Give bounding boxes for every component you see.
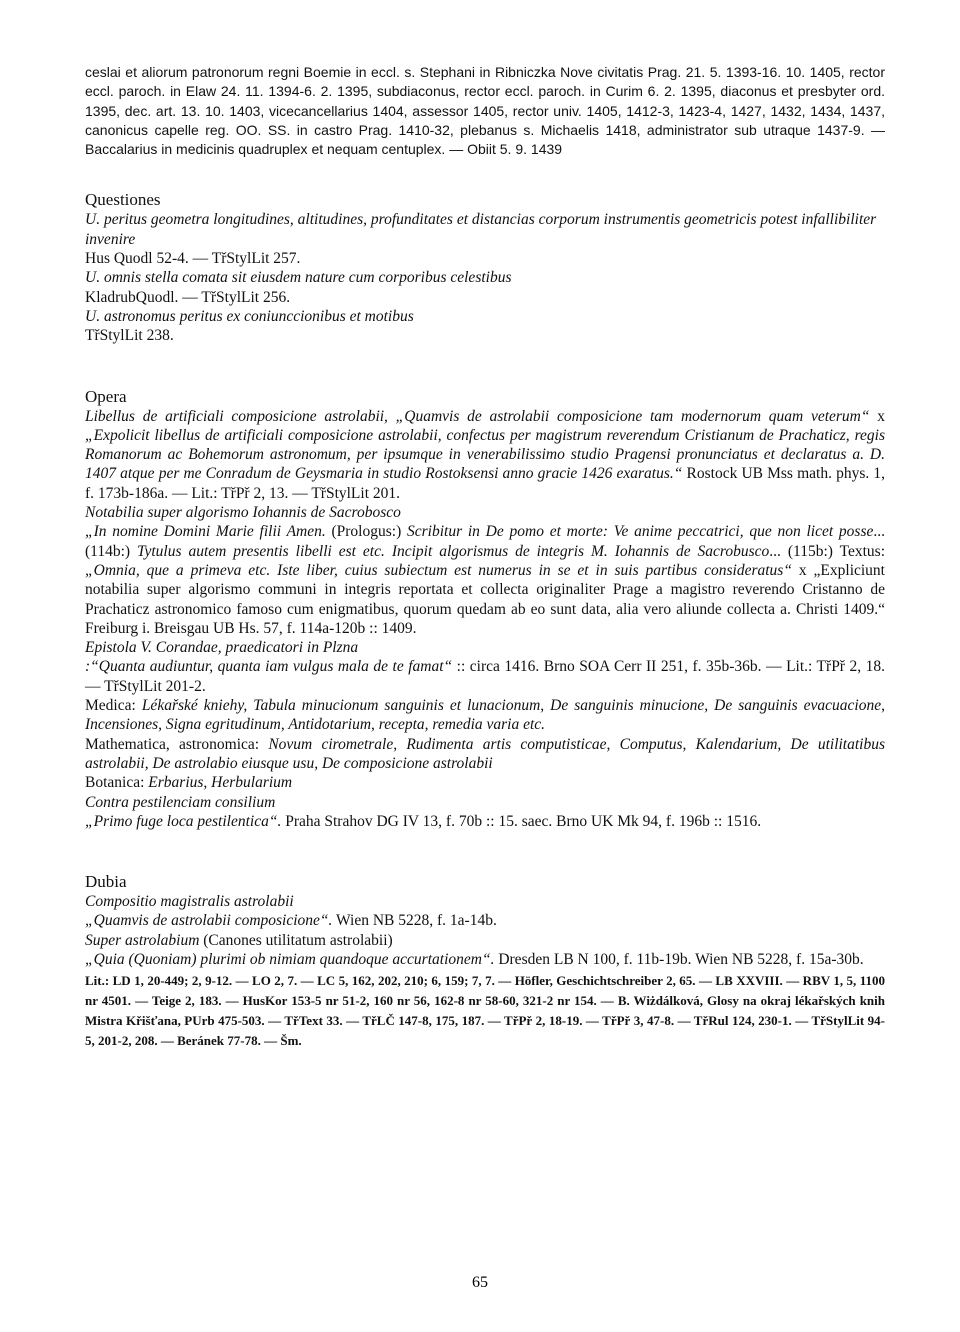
page-number: 65 (472, 1274, 488, 1291)
work-reference: Wien NB 5228, f. 1a-14b. (332, 912, 497, 930)
section-heading-dubia: Dubia (85, 872, 127, 892)
work-incipit: „Primo fuge loca pestilentica“. (85, 812, 282, 830)
question-reference: Hus Quodl 52-4. — TřStylLit 257. (85, 250, 301, 268)
work-entry-epistola (85, 657, 885, 696)
biography-paragraph: ceslai et aliorum patronorum regni Boemie in eccl. s. Stephani in Ribniczka Nove civitatis Prag. 21. 5. 1393-16. 10. 1405, rector eccl. paroch. in Elaw 24. 11. 1394-6. 2. 1395, subdiaconus, rector eccl. paroch. in Curim 6. 2. 1395, diaconus et presbyter ord. 1395, dec. art. 13. 10. 1403, vicecancellarius 1404, assessor 1405, rector univ. 1405, 1412-3, 1423-4, 1427, 1432, 1434, 1437, canonicus capelle reg. OO. SS. in castro Prag. 1410-32, plebanus s. Michaelis 1418, administrator sub utraque 1437-9. — Baccalarius in medicinis quadruplex et nequam centuplex. — Obiit 5. 9. 1439 (85, 64, 885, 158)
work-incipit: „Quamvis de astrolabii composicione“. (85, 912, 333, 930)
work-entry-contra (85, 812, 885, 831)
work-entry-libellus (85, 407, 885, 503)
page-body (85, 63, 885, 1051)
questiones-list (85, 210, 885, 345)
work-quote: Tytulus autem presentis libelli est etc. Incipit algorismus de integris M. Iohannis de Sacrobusco (137, 542, 770, 560)
work-incipit: „Quia (Quoniam) plurimi ob nimiam quandoque accurtationem“. (85, 950, 495, 968)
category-label: Medica: (85, 697, 142, 715)
section-heading-questiones: Questiones (85, 190, 161, 210)
opera-list (85, 407, 885, 832)
dubia-list (85, 892, 885, 969)
question-item (85, 268, 885, 307)
work-incipit: Libellus de artificiali composicione astrolabii, „Quamvis de astrolabii composicione tam modernorum quam veterum“ (85, 407, 870, 425)
question-reference: KladrubQuodl. — TřStylLit 256. (85, 288, 291, 306)
work-text: ... (114b:) (85, 523, 885, 560)
question-item (85, 210, 885, 268)
work-text: (Prologus:) (325, 523, 407, 541)
work-explicit: „Expolicit libellus de artificiali composicione astrolabii, confectus per magistrum reverendum Cristianum de Prachaticz, regis Romanorum ac Bohemorum astronomum, per ipsumque in venerabilissimo studio Pragensi pronunciatus et declaratus a. D. 1407 atque per me Conradum de Geysmaria in studio Rostoksensi anno gracie 1426 exaratus.“ (85, 426, 885, 483)
question-title: U. omnis stella comata sit eiusdem nature cum corporibus celestibus (85, 269, 512, 287)
work-title-contra: Contra pestilenciam consilium (85, 793, 276, 811)
question-reference: TřStylLit 238. (85, 327, 174, 345)
work-entry-mathematica (85, 735, 885, 774)
dubia-entry-super (85, 931, 885, 950)
work-reference: Praha Strahov DG IV 13, f. 70b :: 15. saec. Brno UK Mk 94, f. 196b :: 1516. (281, 812, 762, 830)
work-title: Super astrolabium (85, 931, 200, 949)
work-reference: Dresden LB N 100, f. 11b-19b. Wien NB 5228, f. 15a-30b. (494, 950, 864, 968)
work-entry-notabilia (85, 522, 885, 638)
work-incipit: :“Quanta audiuntur, quanta iam vulgus mala de te famat“ (85, 658, 453, 676)
section-heading-opera: Opera (85, 386, 127, 406)
category-label: Botanica: (85, 774, 149, 792)
work-reference: x „Expliciunt notabilia super algorismo communi in integris reportata et collecta originaliter Prage a magistro reverendo Cristanno de Prachaticz astronomico famoso cum enigmatibus, quorum quedam ab eo sunt data, alia vero aliunde collecta a. Christi 1409.“ Freiburg i. Breisgau UB Hs. 57, f. 114a-120b :: 1409. (85, 561, 885, 637)
category-works: Erbarius, Herbularium (148, 774, 293, 792)
category-works: Novum cirometrale, Rudimenta artis computisticae, Computus, Kalendarium, De utilitatibus astrolabii, De astrolabio eiusque usu, De composicione astrolabii (85, 735, 886, 772)
work-separator: x (869, 407, 885, 425)
dubia-entry-quia (85, 950, 885, 969)
work-title-notabilia: Notabilia super algorismo Iohannis de Sacrobosco (85, 504, 401, 522)
work-reference: Rostock UB Mss math. phys. 1, f. 173b-186a. — Lit.: TřPř 2, 13. — TřStylLit 201. (85, 465, 885, 502)
work-reference: :: circa 1416. Brno SOA Cerr II 251, f. 35b-36b. — Lit.: TřPř 2, 18. — TřStylLit 201-2. (85, 658, 885, 695)
dubia-entry-compositio (85, 911, 885, 930)
work-title-epistola: Epistola V. Corandae, praedicatori in Plzna (85, 639, 359, 657)
question-title: U. peritus geometra longitudines, altitudines, profunditates et distancias corporum instrumentis geometricis potest infallibiliter invenire (85, 211, 877, 248)
work-text: ... (115b:) Textus: (769, 542, 885, 560)
category-works: Lékařské kniehy, Tabula minucionum sanguinis et lunacionum, De sanguinis minucione, De sanguinis evacuacione, Incensiones, Signa egritudinum, Antidotarium, recepta, remedia varia etc. (85, 697, 885, 734)
question-title: U. astronomus peritus ex coniunccionibus et motibus (85, 307, 414, 325)
dubia-title-compositio: Compositio magistralis astrolabii (85, 893, 294, 911)
category-label: Mathematica, astronomica: (85, 735, 269, 753)
work-quote: „Omnia, que a primeva etc. Iste liber, cuius subiectum est numerus in se et in suis partibus consideratus“ (85, 561, 792, 579)
work-entry-botanica (85, 773, 885, 792)
literature-references: Lit.: LD 1, 20-449; 2, 9-12. — LO 2, 7. — LC 5, 162, 202, 210; 6, 159; 7, 7. — Höfler, Geschichtschreiber 2, 65. — LB XXVIII. — RBV 1, 5, 1100 nr 4501. — Teige 2, 183. — HusKor 153-5 nr 51-2, 160 nr 56, 162-8 nr 58-60, 321-2 nr 154. — B. Wiżdálková, Glosy na okraj lékařských knih Mistra Křišťana, PUrb 475-503. — TřText 33. — TřLČ 147-8, 175, 187. — TřPř 2, 18-19. — TřPř 3, 47-8. — TřRul 124, 230-1. — TřStylLit 94-5, 201-2, 208. — Beránek 77-78. — Šm. (85, 973, 885, 1049)
work-prologue: Scribitur in De pomo et morte: Ve anime peccatrici, que non licet posse (407, 523, 874, 541)
question-item (85, 307, 885, 346)
work-incipit: „In nomine Domini Marie filii Amen. (85, 523, 326, 541)
work-entry-medica (85, 696, 885, 735)
work-subtitle: (Canones utilitatum astrolabii) (199, 931, 393, 949)
